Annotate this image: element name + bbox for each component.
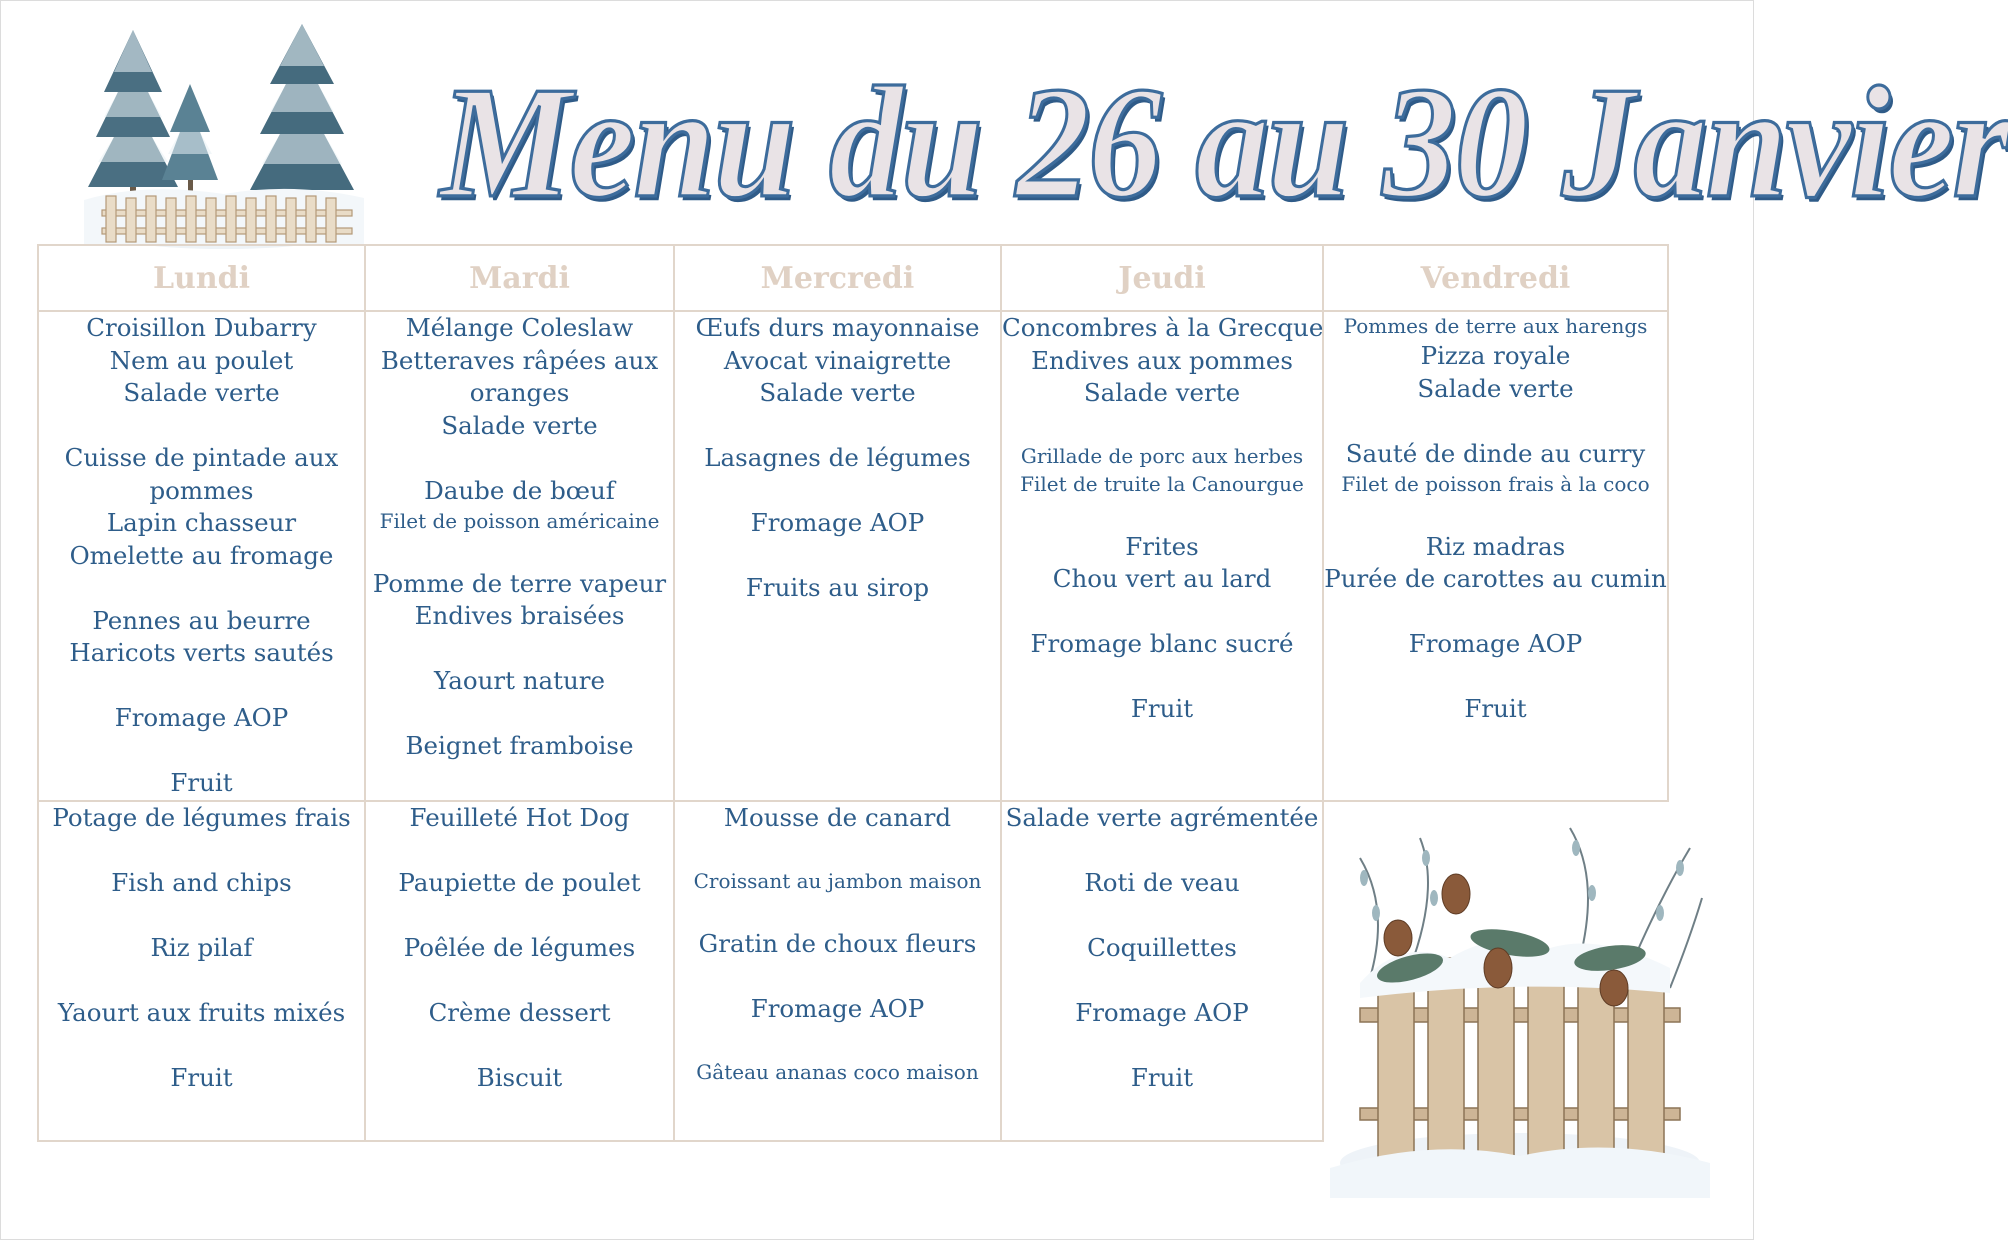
menu-item: Salade verte [759,378,916,407]
menu-item: Mélange Coleslaw [405,313,634,342]
spacer [1002,661,1322,694]
day-header-vendredi: Vendredi [1323,245,1668,311]
week2-jeudi-cell [1001,801,1323,1141]
spacer [366,535,673,568]
menu-item: Pennes au beurre [92,605,311,635]
menu-item: Cuisse de pintade aux pommes [64,443,339,505]
menu-item: Croissant au jambon maison [693,869,982,893]
week1-vendredi-cell [1323,311,1668,801]
spacer [1002,900,1322,933]
menu-item: Salade verte [1417,373,1574,403]
menu-item: Fruit [170,768,233,797]
spacer [1324,405,1667,438]
menu-item: Feuilleté Hot Dog [409,803,630,832]
menu-item: Omelette au fromage [69,540,334,570]
menu-item: Yaourt nature [434,666,605,695]
menu-item: Riz madras [1425,531,1566,561]
menu-item: Fruit [170,1063,233,1092]
menu-item: Salade verte [123,378,280,407]
menu-item: Fish and chips [111,868,292,897]
spacer [366,1030,673,1063]
menu-item: Lapin chasseur [106,508,297,537]
spacer [675,410,1000,443]
week1-jeudi-cell [1001,311,1323,801]
spacer [675,540,1000,573]
snowy-trees-fence-illustration [84,22,364,244]
menu-item: Riz pilaf [150,933,253,962]
spacer [675,895,1000,928]
menu-item: Pizza royale [1420,341,1571,370]
menu-item: Beignet framboise [405,731,634,760]
spacer [39,410,364,443]
spacer [1002,498,1322,531]
week2-mardi-cell [365,801,674,1141]
spacer [675,475,1000,508]
week1-mercredi-cell [674,311,1001,801]
menu-item: Fromage AOP [114,703,289,732]
day-header-jeudi: Jeudi [1001,245,1323,311]
menu-item: Chou vert au lard [1052,564,1272,593]
menu-item: Filet de truite la Canourgue [1020,472,1304,496]
spacer [366,698,673,731]
week2-lundi-cell [38,801,365,1141]
day-header-lundi: Lundi [38,245,365,311]
menu-item: Fromage blanc sucré [1030,629,1294,658]
spacer [39,572,364,605]
spacer [366,633,673,666]
week1-mardi-cell [365,311,674,801]
menu-item: Filet de poisson américaine [379,509,660,533]
menu-item: Gratin de choux fleurs [698,928,977,958]
spacer [39,835,364,868]
menu-item: Crème dessert [428,998,611,1027]
spacer [675,960,1000,993]
menu-item: Fromage AOP [750,508,925,537]
menu-item: Gâteau ananas coco maison [696,1059,979,1084]
spacer [1002,965,1322,998]
spacer [1002,1030,1322,1063]
day-header-row [38,245,1668,311]
spacer [1002,596,1322,629]
menu-item: Filet de poisson frais à la coco [1341,472,1650,496]
page-title: Menu du 26 au 30 Janvier [440,54,2008,232]
menu-item: Fruits au sirop [745,573,930,602]
week2-mercredi-cell [674,801,1001,1141]
menu-item: Fromage AOP [750,993,925,1023]
spacer [39,735,364,768]
week1-lundi-cell [38,311,365,801]
menu-item: Purée de carottes au cumin [1324,564,1667,593]
menu-item: Salade verte [1083,378,1241,407]
menu-item: Frites [1125,531,1199,561]
menu-item: Pommes de terre aux harengs [1343,314,1648,338]
menu-item: Yaourt aux fruits mixés [57,998,346,1027]
spacer [366,965,673,998]
spacer [366,835,673,868]
menu-item: Salade verte agrémentée [1005,803,1319,832]
menu-item: Daube de bœuf [424,475,615,505]
menu-item: Roti de veau [1084,868,1240,897]
snowy-fence-pinecones-illustration [1330,818,1710,1198]
menu-item: Salade verte [441,410,598,440]
spacer [1002,835,1322,868]
menu-item: Croisillon Dubarry [86,313,317,342]
spacer [675,835,1000,868]
menu-item: Endives braisées [414,601,625,630]
day-header-mardi: Mardi [365,245,674,311]
spacer [675,1025,1000,1058]
menu-item: Nem au poulet [109,345,294,375]
menu-item: Concombres à la Grecque [1002,313,1324,342]
day-header-mercredi: Mercredi [674,245,1001,311]
spacer [39,965,364,998]
menu-item: Poêlée de légumes [403,933,636,962]
spacer [1002,410,1322,443]
menu-item: Potage de légumes frais [52,803,351,832]
spacer [1324,596,1667,629]
spacer [366,900,673,933]
menu-item: Grillade de porc aux herbes [1020,444,1304,468]
menu-item: Avocat vinaigrette [723,345,952,375]
menu-item: Œufs durs mayonnaise [695,313,980,342]
spacer [39,670,364,703]
spacer [39,900,364,933]
menu-item: Mousse de canard [723,803,952,832]
menu-item: Fruit [1130,1063,1194,1092]
menu-item: Biscuit [476,1063,563,1092]
menu-item: Sauté de dinde au curry [1345,438,1646,468]
menu-item: Fruit [1130,694,1194,723]
menu-item: Fruit [1464,694,1527,723]
menu-item: Pomme de terre vapeur [372,568,667,598]
menu-item: Endives aux pommes [1031,345,1293,375]
spacer [366,442,673,475]
menu-item: Fromage AOP [1075,998,1249,1027]
spacer [1324,498,1667,531]
menu-item: Paupiette de poulet [398,868,641,897]
spacer [39,1030,364,1063]
spacer [1324,661,1667,694]
week1-row [38,311,1668,801]
menu-item: Coquillettes [1087,933,1237,962]
menu-item: Fromage AOP [1408,629,1583,658]
menu-item: Haricots verts sautés [69,638,334,667]
menu-item: Lasagnes de légumes [704,443,971,472]
menu-item: Betteraves râpées aux oranges [380,345,659,407]
